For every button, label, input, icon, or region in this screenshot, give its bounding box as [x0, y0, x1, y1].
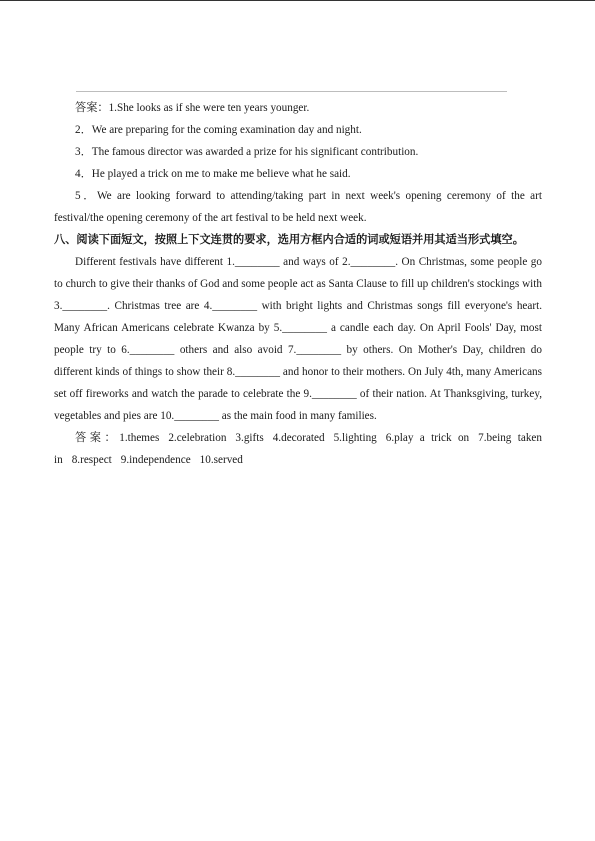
answer-item: 7.being taken in: [54, 432, 542, 466]
answer-item: 10.served: [199, 454, 243, 466]
answer-item: 6.play a trick on: [385, 432, 470, 444]
answer-item: 2.celebration: [168, 432, 227, 444]
answer-item: 3.gifts: [235, 432, 264, 444]
answer-4: 4．He played a trick on me to make me believe what he said.: [75, 168, 351, 180]
answer-3: 3．The famous director was awarded a prize for his significant contribution.: [75, 146, 419, 158]
answer-1: [54, 97, 542, 119]
answers-prefix: 答案：: [75, 432, 120, 444]
answer-text: 1.She looks as if she were ten years younger.: [108, 102, 310, 114]
cloze-answers: [54, 427, 542, 471]
page-top-border: [0, 0, 595, 1]
cloze-passage: Different festivals have different 1.________ and ways of 2.________. On Christmas, some people go to church to give their thanks of God and some people act as Santa Clause to fill up children's stockings with 3.________. Christmas tree are 4.________ with bright lights and Christmas songs fill everyone's heart. Many African Americans celebrate Kwanza by 5.________ a candle each day. On April Fools' Day, most people try to 6.________ others and also avoid 7.________ by others. On Mother's Day, children do different kinds of things to show their 8.________ and honor to their mothers. On July 4th, many Americans set off fireworks and watch the parade to celebrate the 9.________ of their nation. At Thanksgiving, turkey, vegetables and pies are 10.________ as the main food in many families.: [54, 256, 542, 422]
answer-item: 9.independence: [120, 454, 191, 466]
document-body: [54, 97, 542, 471]
separator-line: [76, 91, 507, 92]
answer-item: 1.themes: [119, 432, 160, 444]
answer-5: 5．We are looking forward to attending/taking part in next week's opening ceremony of the art festival/the opening ceremony of the art festival to be held next week.: [54, 190, 542, 224]
answer-prefix: 答案：: [75, 102, 109, 114]
answer-item: 8.respect: [71, 454, 112, 466]
answer-2: 2．We are preparing for the coming examination day and night.: [75, 124, 362, 136]
section-heading: 八、阅读下面短文，按照上下文连贯的要求，选用方框内合适的词或短语并用其适当形式填空。: [54, 233, 524, 246]
answer-item: 5.lighting: [333, 432, 377, 444]
answer-item: 4.decorated: [272, 432, 325, 444]
